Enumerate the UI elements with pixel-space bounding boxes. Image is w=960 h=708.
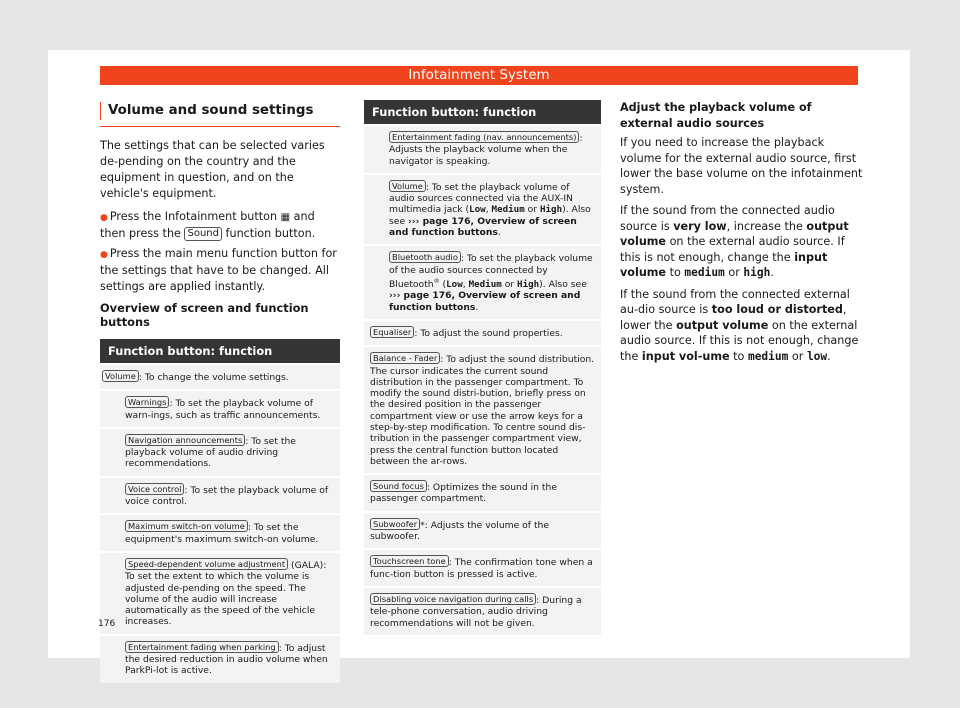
table-row: Volume : To change the volume settings. [100,365,340,389]
max-switch-on-volume-button[interactable]: Maximum switch-on volume [125,520,248,532]
bullet-icon: ● [100,250,108,260]
touchscreen-tone-button[interactable]: Touchscreen tone [370,555,449,567]
subsection-heading: Adjust the playback volume of external audio sources [620,101,812,130]
table-header: Function button: function [364,100,601,124]
voice-control-button[interactable]: Voice control [125,483,184,495]
chapter-header: Infotainment System [100,66,858,85]
table-row: Maximum switch-on volume : To set the equipment's maximum switch-on volume. [100,515,340,551]
table-row: Sound focus : Optimizes the sound in the passenger compartment. [364,475,601,511]
warnings-button[interactable]: Warnings [125,396,169,408]
table-row: Entertainment fading (nav. announcements) : Adjusts the playback volume when the navigator is speaking. [364,126,601,173]
table-row: Subwoofer *: Adjusts the volume of the subwoofer. [364,513,601,549]
navigation-announcements-button[interactable]: Navigation announcements [125,434,245,446]
right-column [620,100,866,370]
middle-column [364,100,601,635]
equaliser-button[interactable]: Equaliser [370,326,414,338]
section-rule [100,126,340,127]
paragraph: If you need to increase the playback volume for the external audio source, first lower the base volume on the infotainment system. [620,136,863,196]
page-reference-link[interactable]: ››› page 176, Overview of screen and function buttons [389,290,581,313]
manual-page [48,50,910,677]
table-row: Touchscreen tone : The confirmation tone when a func-tion button is pressed is active. [364,550,601,586]
entertainment-fading-parking-button[interactable]: Entertainment fading when parking [125,641,279,653]
bullet-item: ● Press the Infotainment button ▦ and then press the Sound function button. [100,210,316,240]
table-header: Function button: function [100,339,340,363]
left-column [100,102,340,683]
section-title: Volume and sound settings [100,102,340,120]
table-row: Balance - Fader : To adjust the sound distribution. The cursor indicates the current sound distribution in the passenger compartment. To modify the sound distri-bution, briefly press on the desired position in the passenger compartment view or use the arrow keys for a step-by-step modification. To centre sound dis-tribution in the passenger compartment view, press the central function button located between the ar-rows. [364,347,601,473]
entertainment-fading-nav-button[interactable]: Entertainment fading (nav. announcements) [389,131,579,143]
sound-focus-button[interactable]: Sound focus [370,480,427,492]
table-row: Navigation announcements : To set the playback volume of audio driving recommendations. [100,429,340,476]
table-row: Voice control : To set the playback volume of voice control. [100,478,340,514]
table-row: Speed-dependent volume adjustment (GALA): To set the extent to which the volume is adjusted de-pending on the speed. The volume of the audio will increase automatically as the speed of the vehicle increases. [100,553,340,634]
disable-voice-navigation-button[interactable]: Disabling voice navigation during calls [370,593,536,605]
bluetooth-audio-button[interactable]: Bluetooth audio [389,251,461,263]
bullet-item: ● Press the main menu function button for the settings that have to be changed. All settings are applied instantly. [100,247,337,293]
table-row: Disabling voice navigation during calls : During a tele-phone conversation, audio driving recommendations will not be given. [364,588,601,635]
table-row: Volume : To set the playback volume of audio sources connected via the AUX-IN multimedia jack (Low, Medium or High). Also see ››› page 176, Overview of screen and function buttons. [364,175,601,244]
speed-dependent-volume-button[interactable]: Speed-dependent volume adjustment [125,558,288,570]
paragraph: If the sound from the connected external au-dio source is too loud or distorted, lower the output volume on the external audio source. If this is not enough, change the input vol-ume to medium or low. [620,287,859,363]
intro-paragraph: The settings that can be selected varies de-pending on the country and the equipment in question, and on the vehicle's equipment. [100,139,325,200]
table-row: Warnings : To set the playback volume of warn-ings, such as traffic announcements. [100,391,340,427]
bullet-icon: ● [100,213,108,223]
aux-volume-button[interactable]: Volume [389,180,426,192]
table-row: Equaliser : To adjust the sound properties. [364,321,601,345]
menu-grid-icon: ▦ [280,212,291,223]
table-row: Bluetooth audio : To set the playback volume of the audio sources connected by Bluetooth® (Low, Medium or High). Also see ››› page 176, Overview of screen and function buttons. [364,246,601,319]
balance-fader-button[interactable]: Balance - Fader [370,352,440,364]
sound-button[interactable]: Sound [184,227,222,241]
subwoofer-button[interactable]: Subwoofer [370,518,420,530]
page-reference-link[interactable]: ››› page 176, Overview of screen and function buttons [389,215,577,239]
overview-title: Overview of screen and function buttons [100,301,309,329]
volume-button[interactable]: Volume [102,370,139,382]
table-row: Entertainment fading when parking : To adjust the desired reduction in audio volume when ParkPi-lot is active. [100,636,340,683]
paragraph: If the sound from the connected audio source is very low, increase the output volume on the external audio source. If this is not enough, change the input volume to medium or high. [620,204,849,279]
page-number: 176 [98,619,116,629]
